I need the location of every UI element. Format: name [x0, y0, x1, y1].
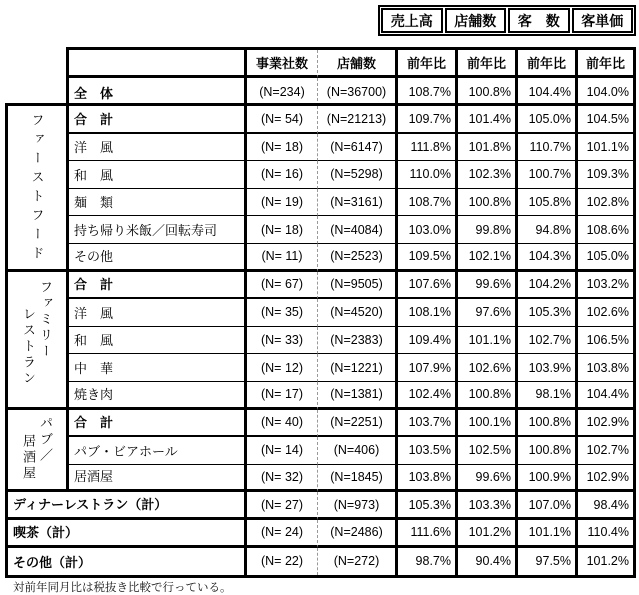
n-stores-cell: (N=406) — [318, 437, 398, 465]
sales-yoy-cell: 111.8% — [398, 134, 458, 162]
legend-item-stores: 店舗数 — [445, 8, 507, 33]
n-stores-cell: (N=21213) — [318, 106, 398, 134]
header-stores: 店舗数 — [318, 50, 398, 78]
spend-yoy-cell: 102.6% — [578, 299, 633, 327]
n-stores-cell: (N=5298) — [318, 161, 398, 189]
sales-yoy-cell: 108.1% — [398, 299, 458, 327]
table-header-block — [66, 47, 636, 106]
row-label: 合 計 — [69, 106, 247, 134]
customers-yoy-cell: 98.1% — [518, 382, 578, 410]
table-row — [8, 548, 633, 576]
category-label: ファミリー — [38, 279, 53, 360]
n-companies-cell: (N= 27) — [247, 492, 318, 520]
stores-yoy-cell: 100.1% — [458, 410, 518, 438]
table-body-block — [5, 103, 636, 578]
table-row — [8, 520, 633, 548]
stores-yoy-cell: 101.2% — [458, 520, 518, 548]
n-stores-cell: (N=2251) — [318, 410, 398, 438]
sales-yoy-cell: 109.7% — [398, 106, 458, 134]
n-companies-cell: (N= 67) — [247, 272, 318, 300]
stores-yoy-cell: 99.8% — [458, 216, 518, 244]
customers-yoy-cell: 101.1% — [518, 520, 578, 548]
customers-yoy-cell: 104.4% — [518, 78, 578, 106]
sales-yoy-cell: 107.6% — [398, 272, 458, 300]
table-row — [8, 410, 633, 438]
table-row — [8, 437, 633, 465]
category-pub-izakaya — [8, 409, 66, 492]
stores-yoy-cell: 102.3% — [458, 161, 518, 189]
stores-yoy-cell: 102.5% — [458, 437, 518, 465]
customers-yoy-cell: 105.0% — [518, 106, 578, 134]
customers-yoy-cell: 110.7% — [518, 134, 578, 162]
spend-yoy-cell: 102.9% — [578, 465, 633, 493]
n-companies-cell: (N= 17) — [247, 382, 318, 410]
table-row — [8, 382, 633, 410]
n-stores-cell: (N=9505) — [318, 272, 398, 300]
stores-yoy-cell: 100.8% — [458, 78, 518, 106]
n-stores-cell: (N=1845) — [318, 465, 398, 493]
sales-yoy-cell: 103.7% — [398, 410, 458, 438]
n-companies-cell: (N= 22) — [247, 548, 318, 576]
stores-yoy-cell: 101.8% — [458, 134, 518, 162]
spend-yoy-cell: 104.5% — [578, 106, 633, 134]
sales-yoy-cell: 108.7% — [398, 78, 458, 106]
stores-yoy-cell: 99.6% — [458, 465, 518, 493]
n-companies-cell: (N=234) — [247, 78, 318, 106]
customers-yoy-cell: 107.0% — [518, 492, 578, 520]
table-row — [8, 161, 633, 189]
table-row — [8, 134, 633, 162]
row-label: 中 華 — [69, 354, 247, 382]
header-yoy-customers: 前年比 — [518, 50, 578, 78]
n-stores-cell: (N=2523) — [318, 244, 398, 272]
sales-yoy-cell: 102.4% — [398, 382, 458, 410]
sales-yoy-cell: 105.3% — [398, 492, 458, 520]
n-companies-cell: (N= 54) — [247, 106, 318, 134]
n-stores-cell: (N=272) — [318, 548, 398, 576]
spend-yoy-cell: 102.7% — [578, 437, 633, 465]
row-label: ディナーレストラン（計） — [8, 492, 247, 520]
n-stores-cell: (N=6147) — [318, 134, 398, 162]
sales-yoy-cell: 110.0% — [398, 161, 458, 189]
row-label: 洋 風 — [69, 134, 247, 162]
customers-yoy-cell: 97.5% — [518, 548, 578, 576]
n-stores-cell: (N=1221) — [318, 354, 398, 382]
spend-yoy-cell: 103.2% — [578, 272, 633, 300]
n-companies-cell: (N= 32) — [247, 465, 318, 493]
stores-yoy-cell: 97.6% — [458, 299, 518, 327]
spend-yoy-cell: 105.0% — [578, 244, 633, 272]
customers-yoy-cell: 94.8% — [518, 216, 578, 244]
row-label: 合 計 — [69, 272, 247, 300]
customers-yoy-cell: 100.7% — [518, 161, 578, 189]
customers-yoy-cell: 100.8% — [518, 437, 578, 465]
n-stores-cell: (N=973) — [318, 492, 398, 520]
legend-item-sales: 売上高 — [381, 8, 443, 33]
spend-yoy-cell: 106.5% — [578, 327, 633, 355]
n-stores-cell: (N=1381) — [318, 382, 398, 410]
spend-yoy-cell: 98.4% — [578, 492, 633, 520]
customers-yoy-cell: 102.7% — [518, 327, 578, 355]
sales-yoy-cell: 103.5% — [398, 437, 458, 465]
legend-item-customers: 客 数 — [508, 8, 570, 33]
legend-item-spend: 客単価 — [572, 8, 634, 33]
category-label: ファーストフード — [29, 112, 45, 265]
header-yoy-stores: 前年比 — [458, 50, 518, 78]
row-label: その他 — [69, 244, 247, 272]
spend-yoy-cell: 104.4% — [578, 382, 633, 410]
stores-yoy-cell: 101.4% — [458, 106, 518, 134]
spend-yoy-cell: 109.3% — [578, 161, 633, 189]
n-stores-cell: (N=36700) — [318, 78, 398, 106]
sales-yoy-cell: 103.8% — [398, 465, 458, 493]
category-label: レストラン — [21, 306, 36, 387]
row-label: 麺 類 — [69, 189, 247, 217]
sales-yoy-cell: 103.0% — [398, 216, 458, 244]
row-label: 洋 風 — [69, 299, 247, 327]
stores-yoy-cell: 102.6% — [458, 354, 518, 382]
header-yoy-spend: 前年比 — [578, 50, 633, 78]
n-stores-cell: (N=2486) — [318, 520, 398, 548]
n-stores-cell: (N=4520) — [318, 299, 398, 327]
sales-yoy-cell: 111.6% — [398, 520, 458, 548]
customers-yoy-cell: 104.2% — [518, 272, 578, 300]
spend-yoy-cell: 101.1% — [578, 134, 633, 162]
row-label: 和 風 — [69, 161, 247, 189]
table-row — [8, 354, 633, 382]
row-label: パブ・ビアホール — [69, 437, 247, 465]
sales-yoy-cell: 107.9% — [398, 354, 458, 382]
spend-yoy-cell: 103.8% — [578, 354, 633, 382]
stores-yoy-cell: 100.8% — [458, 189, 518, 217]
spend-yoy-cell: 102.9% — [578, 410, 633, 438]
spend-yoy-cell: 102.8% — [578, 189, 633, 217]
n-companies-cell: (N= 16) — [247, 161, 318, 189]
n-companies-cell: (N= 33) — [247, 327, 318, 355]
table-row — [8, 299, 633, 327]
n-stores-cell: (N=3161) — [318, 189, 398, 217]
n-companies-cell: (N= 14) — [247, 437, 318, 465]
table-row — [8, 244, 633, 272]
n-companies-cell: (N= 12) — [247, 354, 318, 382]
n-companies-cell: (N= 11) — [247, 244, 318, 272]
sales-yoy-cell: 109.4% — [398, 327, 458, 355]
customers-yoy-cell: 105.3% — [518, 299, 578, 327]
row-label: 持ち帰り米飯／回転寿司 — [69, 216, 247, 244]
row-label: 全 体 — [69, 78, 247, 106]
header-yoy-sales: 前年比 — [398, 50, 458, 78]
row-label: 居酒屋 — [69, 465, 247, 493]
metric-legend — [378, 5, 636, 36]
table-row — [8, 327, 633, 355]
category-family-restaurant — [8, 272, 66, 410]
table-row — [8, 216, 633, 244]
customers-yoy-cell: 100.8% — [518, 410, 578, 438]
n-stores-cell: (N=4084) — [318, 216, 398, 244]
row-label: 合 計 — [69, 410, 247, 438]
footnote: 対前年同月比は税抜き比較で行っている。 — [13, 582, 232, 594]
stores-yoy-cell: 103.3% — [458, 492, 518, 520]
n-companies-cell: (N= 24) — [247, 520, 318, 548]
category-label: パブ／ — [38, 416, 53, 465]
stores-yoy-cell: 102.1% — [458, 244, 518, 272]
table-row — [8, 465, 633, 493]
sales-yoy-cell: 98.7% — [398, 548, 458, 576]
stores-yoy-cell: 90.4% — [458, 548, 518, 576]
column-header-row — [69, 50, 633, 78]
row-label: その他（計） — [8, 548, 247, 576]
stores-yoy-cell: 99.6% — [458, 272, 518, 300]
table-row — [8, 106, 633, 134]
sales-yoy-cell: 109.5% — [398, 244, 458, 272]
table-row — [8, 272, 633, 300]
customers-yoy-cell: 105.8% — [518, 189, 578, 217]
table-row — [8, 189, 633, 217]
table-row-overall — [69, 78, 633, 106]
customers-yoy-cell: 104.3% — [518, 244, 578, 272]
n-stores-cell: (N=2383) — [318, 327, 398, 355]
header-companies: 事業社数 — [247, 50, 318, 78]
spend-yoy-cell: 101.2% — [586, 554, 629, 569]
n-companies-cell: (N= 40) — [247, 410, 318, 438]
spend-yoy-cell: 108.6% — [578, 216, 633, 244]
stores-yoy-cell: 100.8% — [458, 382, 518, 410]
category-label: 居酒屋 — [21, 434, 36, 483]
spend-yoy-cell: 104.0% — [586, 85, 629, 99]
stores-yoy-cell: 101.1% — [458, 327, 518, 355]
spend-yoy-cell: 110.4% — [578, 520, 633, 548]
category-fast-food — [8, 106, 66, 272]
customers-yoy-cell: 103.9% — [518, 354, 578, 382]
sales-yoy-cell: 108.7% — [398, 189, 458, 217]
row-label: 焼き肉 — [69, 382, 247, 410]
row-label: 和 風 — [69, 327, 247, 355]
row-label: 喫茶（計） — [8, 520, 247, 548]
customers-yoy-cell: 100.9% — [518, 465, 578, 493]
n-companies-cell: (N= 18) — [247, 134, 318, 162]
blank-header-cell — [69, 50, 247, 78]
n-companies-cell: (N= 35) — [247, 299, 318, 327]
table-row — [8, 492, 633, 520]
n-companies-cell: (N= 18) — [247, 216, 318, 244]
n-companies-cell: (N= 19) — [247, 189, 318, 217]
